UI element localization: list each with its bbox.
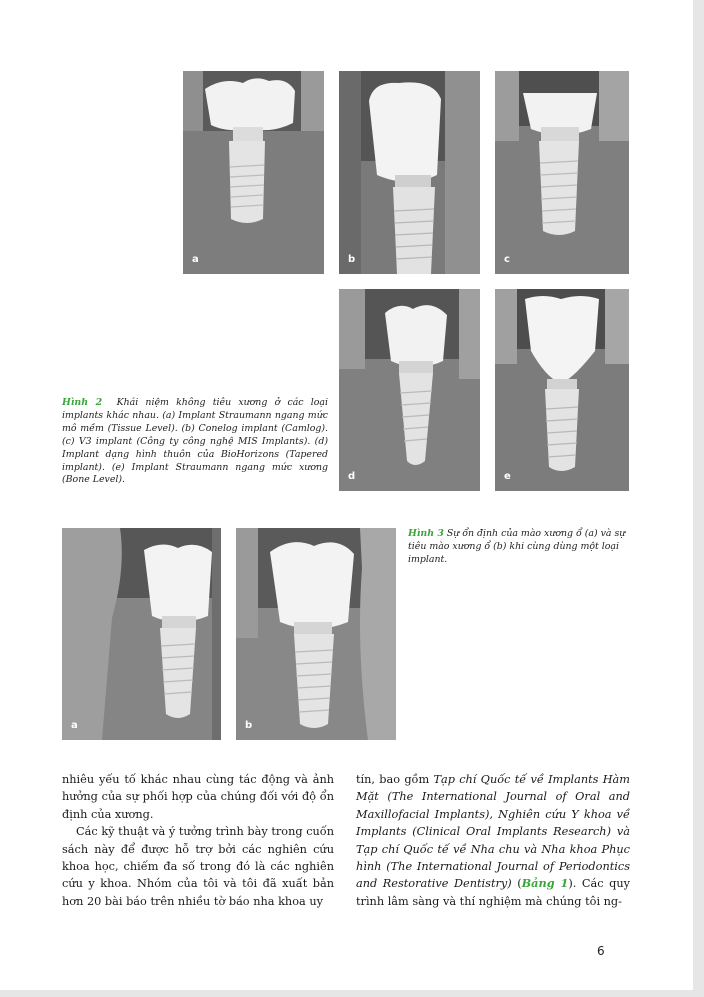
body-column-right [356,771,630,910]
figure3-caption-label: Hình 3 [408,528,444,539]
panel-letter: b [348,254,356,265]
figure2-caption-text: Khái niệm không tiêu xương ở các loại implants khác nhau. (a) Implant Straumann ngang mức mô mềm (Tissue Level). (b) Conelog implant (Camlog). (c) V3 implant (Công ty công nghệ MIS Implants). (d) Implant dạng hình thuôn của BioHorizons (Tapered implant). (e) Implant Straumann ngang mức xương (Bone Level). [62,397,328,486]
body-column-left [62,771,334,910]
figure2-panel-c [495,71,629,274]
panel-letter: a [192,254,199,265]
xray-image [339,289,480,491]
figure3-panel-b [236,528,396,740]
figure2-panel-a [183,71,324,274]
panel-letter: c [504,254,510,265]
body-paragraph: Các kỹ thuật và ý tưởng trình bày trong cuốn sách này để được hỗ trợ bởi các nghiên cứu khoa học, chiếm đa số trong đó là các nghiên cứu y khoa. Nhóm của tôi và tôi đã xuất bản hơn 20 bài báo trên nhiều tờ báo nha khoa uy [62,825,334,908]
figure3-caption [408,528,630,567]
panel-letter: b [245,720,253,731]
xray-image [339,71,480,274]
figure2-panel-e [495,289,629,491]
xray-image [495,289,629,491]
figure3-caption-text: Sự ổn định của mào xương ổ (a) và sự tiêu mào xương ổ (b) khi cùng dùng một loại implant. [408,528,626,565]
journal-names: Tạp chí Quốc tế về Implants Hàm Mặt (The International Journal of Oral and Maxillofacial Implants), Nghiên cứu Y khoa về Implants (Clinical Oral Implants Research) và Tạp chí Quốc tế về Nha chu và Nha khoa Phục hình (The International Journal of Periodontics and Restorative Dentistry) [356,773,630,891]
page-number: 6 [597,944,605,958]
table-reference-link[interactable]: Bảng 1 [521,876,569,891]
figure3-panel-a [62,528,221,740]
figure2-panel-b [339,71,480,274]
body-text: ). Các quy trình lâm sàng và thí nghiệm mà chúng tôi ng- [356,877,630,908]
panel-letter: e [504,471,511,482]
xray-image [495,71,629,274]
xray-image [183,71,324,274]
xray-image [236,528,396,740]
xray-image [62,528,221,740]
body-text: tín, bao gồm [356,773,434,786]
panel-letter: d [348,471,356,482]
body-paragraph: nhiêu yếu tố khác nhau cùng tác động và ảnh hưởng của sự phối hợp của chúng đối với độ ổn định của xương. [62,773,334,821]
panel-letter: a [71,720,78,731]
body-text: ( [511,877,522,891]
figure2-caption-label: Hình 2 [62,397,103,408]
figure2-panel-d [339,289,480,491]
body-paragraph [356,771,630,910]
figure2-caption [62,397,328,487]
